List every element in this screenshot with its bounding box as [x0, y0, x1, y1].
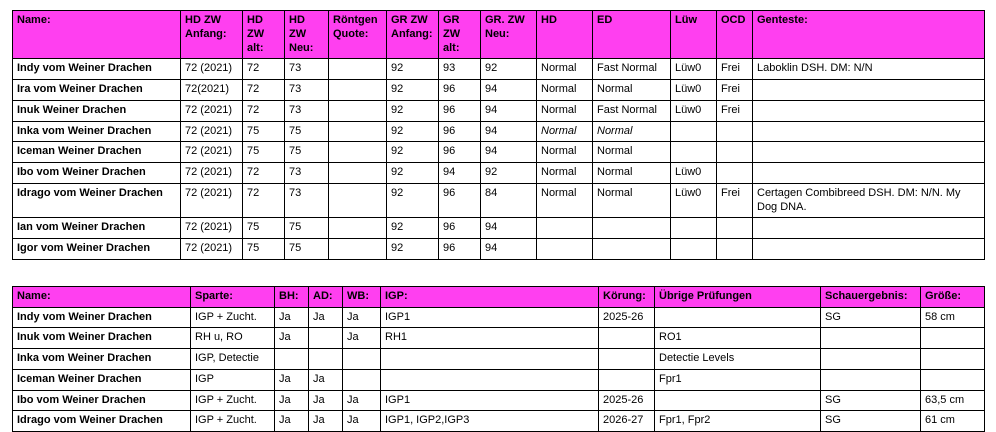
hd-col-genteste: Genteste:	[753, 11, 985, 59]
hdzw-neu: 73	[285, 59, 329, 80]
hd-value: Normal	[537, 121, 593, 142]
ed-value: Normal	[593, 183, 671, 218]
hdzw-anfang: 72(2021)	[181, 80, 243, 101]
grzw-neu: 92	[481, 163, 537, 184]
ocd-value: Frei	[717, 100, 753, 121]
hd-zw-table	[12, 10, 985, 260]
grzw-neu: 94	[481, 142, 537, 163]
genteste-value	[753, 121, 985, 142]
uebrige-pruefungen-value: Detectie Levels	[655, 349, 821, 370]
hd-col-luew: Lüw	[671, 11, 717, 59]
groesse-value	[921, 349, 985, 370]
grzw-anfang: 92	[387, 100, 439, 121]
table-row	[13, 218, 985, 239]
ed-value: Normal	[593, 80, 671, 101]
grzw-neu: 94	[481, 100, 537, 121]
igp-value: IGP1	[381, 390, 599, 411]
bh-value: Ja	[275, 390, 309, 411]
grzw-neu: 92	[481, 59, 537, 80]
sparte-value: IGP + Zucht.	[191, 390, 275, 411]
hd-value: Normal	[537, 100, 593, 121]
hdzw-neu: 75	[285, 239, 329, 260]
wb-value: Ja	[343, 307, 381, 328]
sparte-value: RH u, RO	[191, 328, 275, 349]
koerung-value	[599, 369, 655, 390]
ed-value: Fast Normal	[593, 59, 671, 80]
grzw-alt: 96	[439, 239, 481, 260]
bh-value: Ja	[275, 328, 309, 349]
hdzw-alt: 72	[243, 163, 285, 184]
hd-col-hdzw-alt: HD ZW alt:	[243, 11, 285, 59]
luew-value: Lüw0	[671, 100, 717, 121]
grzw-neu: 94	[481, 239, 537, 260]
roentgen-quote	[329, 59, 387, 80]
hd-value: Normal	[537, 163, 593, 184]
grzw-alt: 96	[439, 121, 481, 142]
roentgen-quote	[329, 218, 387, 239]
uebrige-pruefungen-value	[655, 307, 821, 328]
grzw-alt: 96	[439, 183, 481, 218]
table-row	[13, 239, 985, 260]
grzw-anfang: 92	[387, 59, 439, 80]
dog-name: Ira vom Weiner Drachen	[13, 80, 181, 101]
igp-value: IGP1, IGP2,IGP3	[381, 411, 599, 432]
schauergebnis-value	[821, 349, 921, 370]
roentgen-quote	[329, 163, 387, 184]
table-row	[13, 59, 985, 80]
hd-col-hdzw-neu: HD ZW Neu:	[285, 11, 329, 59]
roentgen-quote	[329, 100, 387, 121]
grzw-alt: 94	[439, 163, 481, 184]
igp-value	[381, 369, 599, 390]
hdzw-alt: 72	[243, 100, 285, 121]
grzw-alt: 96	[439, 218, 481, 239]
dog-name: Ibo vom Weiner Drachen	[13, 163, 181, 184]
groesse-value	[921, 328, 985, 349]
genteste-value	[753, 218, 985, 239]
schauergebnis-value	[821, 328, 921, 349]
sparte-value: IGP + Zucht.	[191, 411, 275, 432]
sport-col-igp: IGP:	[381, 286, 599, 307]
ed-value	[593, 239, 671, 260]
hdzw-neu: 73	[285, 163, 329, 184]
luew-value: Lüw0	[671, 163, 717, 184]
wb-value	[343, 369, 381, 390]
ocd-value	[717, 163, 753, 184]
grzw-anfang: 92	[387, 163, 439, 184]
dog-name: Idrago vom Weiner Drachen	[13, 411, 191, 432]
genteste-value	[753, 142, 985, 163]
ad-value	[309, 349, 343, 370]
ocd-value	[717, 239, 753, 260]
sport-col-uebrige-pruefungen: Übrige Prüfungen	[655, 286, 821, 307]
hd-col-hdzw-anfang: HD ZW Anfang:	[181, 11, 243, 59]
ad-value: Ja	[309, 369, 343, 390]
ocd-value	[717, 121, 753, 142]
grzw-neu: 84	[481, 183, 537, 218]
table-row	[13, 121, 985, 142]
ad-value: Ja	[309, 390, 343, 411]
hd-table-header-row	[13, 11, 985, 59]
luew-value: Lüw0	[671, 80, 717, 101]
roentgen-quote	[329, 121, 387, 142]
hd-value: Normal	[537, 59, 593, 80]
koerung-value: 2025-26	[599, 307, 655, 328]
hd-col-name: Name:	[13, 11, 181, 59]
igp-value: RH1	[381, 328, 599, 349]
sport-col-name: Name:	[13, 286, 191, 307]
dog-name: Ibo vom Weiner Drachen	[13, 390, 191, 411]
koerung-value: 2026-27	[599, 411, 655, 432]
sport-col-groesse: Größe:	[921, 286, 985, 307]
dog-name: Igor vom Weiner Drachen	[13, 239, 181, 260]
genteste-value: Laboklin DSH. DM: N/N	[753, 59, 985, 80]
table-row	[13, 80, 985, 101]
koerung-value	[599, 349, 655, 370]
hdzw-neu: 73	[285, 183, 329, 218]
hdzw-anfang: 72 (2021)	[181, 218, 243, 239]
roentgen-quote	[329, 80, 387, 101]
hd-value: Normal	[537, 183, 593, 218]
sparte-value: IGP	[191, 369, 275, 390]
hdzw-alt: 72	[243, 183, 285, 218]
hdzw-alt: 75	[243, 239, 285, 260]
wb-value: Ja	[343, 411, 381, 432]
genteste-value	[753, 80, 985, 101]
hdzw-alt: 72	[243, 59, 285, 80]
sport-table-header-row	[13, 286, 985, 307]
koerung-value: 2025-26	[599, 390, 655, 411]
hdzw-anfang: 72 (2021)	[181, 239, 243, 260]
hd-col-ed: ED	[593, 11, 671, 59]
ed-value: Normal	[593, 121, 671, 142]
hd-value	[537, 239, 593, 260]
groesse-value	[921, 369, 985, 390]
hd-value: Normal	[537, 142, 593, 163]
table-row	[13, 183, 985, 218]
dog-name: Inuk vom Weiner Drachen	[13, 328, 191, 349]
hdzw-alt: 75	[243, 121, 285, 142]
grzw-alt: 93	[439, 59, 481, 80]
hdzw-neu: 73	[285, 100, 329, 121]
roentgen-quote	[329, 142, 387, 163]
grzw-alt: 96	[439, 100, 481, 121]
uebrige-pruefungen-value	[655, 390, 821, 411]
grzw-anfang: 92	[387, 121, 439, 142]
dog-name: Indy vom Weiner Drachen	[13, 59, 181, 80]
genteste-value	[753, 163, 985, 184]
ad-value: Ja	[309, 307, 343, 328]
hdzw-alt: 72	[243, 80, 285, 101]
table-row	[13, 307, 985, 328]
dog-name: Iceman Weiner Drachen	[13, 369, 191, 390]
luew-value	[671, 218, 717, 239]
uebrige-pruefungen-value: Fpr1, Fpr2	[655, 411, 821, 432]
sport-col-sparte: Sparte:	[191, 286, 275, 307]
table-row	[13, 100, 985, 121]
roentgen-quote	[329, 239, 387, 260]
sport-col-schauergebnis: Schauergebnis:	[821, 286, 921, 307]
schauergebnis-value: SG	[821, 411, 921, 432]
sport-col-koerung: Körung:	[599, 286, 655, 307]
hdzw-anfang: 72 (2021)	[181, 59, 243, 80]
hdzw-anfang: 72 (2021)	[181, 100, 243, 121]
grzw-neu: 94	[481, 80, 537, 101]
igp-value	[381, 349, 599, 370]
uebrige-pruefungen-value: RO1	[655, 328, 821, 349]
groesse-value: 63,5 cm	[921, 390, 985, 411]
luew-value: Lüw0	[671, 183, 717, 218]
dog-name: Idrago vom Weiner Drachen	[13, 183, 181, 218]
grzw-neu: 94	[481, 121, 537, 142]
grzw-anfang: 92	[387, 142, 439, 163]
sparte-value: IGP, Detectie	[191, 349, 275, 370]
grzw-anfang: 92	[387, 80, 439, 101]
genteste-value: Certagen Combibreed DSH. DM: N/N. My Dog DNA.	[753, 183, 985, 218]
luew-value	[671, 121, 717, 142]
schauergebnis-value	[821, 369, 921, 390]
hdzw-neu: 73	[285, 80, 329, 101]
table-row	[13, 163, 985, 184]
sport-col-bh: BH:	[275, 286, 309, 307]
hdzw-anfang: 72 (2021)	[181, 163, 243, 184]
hdzw-alt: 75	[243, 142, 285, 163]
groesse-value: 61 cm	[921, 411, 985, 432]
luew-value	[671, 239, 717, 260]
dog-name: Inka vom Weiner Drachen	[13, 349, 191, 370]
sparte-value: IGP + Zucht.	[191, 307, 275, 328]
luew-value: Lüw0	[671, 59, 717, 80]
dog-name: Inuk Weiner Drachen	[13, 100, 181, 121]
hdzw-alt: 75	[243, 218, 285, 239]
hdzw-anfang: 72 (2021)	[181, 142, 243, 163]
table-row	[13, 142, 985, 163]
hd-col-ocd: OCD	[717, 11, 753, 59]
bh-value: Ja	[275, 411, 309, 432]
sport-col-wb: WB:	[343, 286, 381, 307]
hd-col-grzw-alt: GR ZW alt:	[439, 11, 481, 59]
grzw-anfang: 92	[387, 218, 439, 239]
ocd-value: Frei	[717, 183, 753, 218]
ocd-value: Frei	[717, 59, 753, 80]
bh-value: Ja	[275, 369, 309, 390]
ad-value	[309, 328, 343, 349]
groesse-value: 58 cm	[921, 307, 985, 328]
genteste-value	[753, 239, 985, 260]
schauergebnis-value: SG	[821, 390, 921, 411]
dog-name: Inka vom Weiner Drachen	[13, 121, 181, 142]
uebrige-pruefungen-value: Fpr1	[655, 369, 821, 390]
luew-value	[671, 142, 717, 163]
hdzw-neu: 75	[285, 142, 329, 163]
ad-value: Ja	[309, 411, 343, 432]
ed-value	[593, 218, 671, 239]
sport-table	[12, 286, 985, 432]
bh-value: Ja	[275, 307, 309, 328]
sport-col-ad: AD:	[309, 286, 343, 307]
schauergebnis-value: SG	[821, 307, 921, 328]
wb-value: Ja	[343, 328, 381, 349]
table-row	[13, 369, 985, 390]
hdzw-neu: 75	[285, 121, 329, 142]
bh-value	[275, 349, 309, 370]
genteste-value	[753, 100, 985, 121]
dog-name: Indy vom Weiner Drachen	[13, 307, 191, 328]
dog-name: Iceman Weiner Drachen	[13, 142, 181, 163]
hd-col-grzw-anfang: GR ZW Anfang:	[387, 11, 439, 59]
wb-value	[343, 349, 381, 370]
grzw-alt: 96	[439, 142, 481, 163]
roentgen-quote	[329, 183, 387, 218]
hd-col-hd: HD	[537, 11, 593, 59]
table-row	[13, 349, 985, 370]
grzw-neu: 94	[481, 218, 537, 239]
koerung-value	[599, 328, 655, 349]
ed-value: Fast Normal	[593, 100, 671, 121]
ed-value: Normal	[593, 142, 671, 163]
hd-col-roentgen-quote: Röntgen Quote:	[329, 11, 387, 59]
hd-col-grzw-neu: GR. ZW Neu:	[481, 11, 537, 59]
hd-value	[537, 218, 593, 239]
ocd-value: Frei	[717, 80, 753, 101]
grzw-alt: 96	[439, 80, 481, 101]
table-row	[13, 328, 985, 349]
hdzw-anfang: 72 (2021)	[181, 183, 243, 218]
wb-value: Ja	[343, 390, 381, 411]
hdzw-anfang: 72 (2021)	[181, 121, 243, 142]
table-row	[13, 411, 985, 432]
hdzw-neu: 75	[285, 218, 329, 239]
ocd-value	[717, 142, 753, 163]
grzw-anfang: 92	[387, 239, 439, 260]
ocd-value	[717, 218, 753, 239]
ed-value: Normal	[593, 163, 671, 184]
dog-name: Ian vom Weiner Drachen	[13, 218, 181, 239]
igp-value: IGP1	[381, 307, 599, 328]
grzw-anfang: 92	[387, 183, 439, 218]
table-row	[13, 390, 985, 411]
hd-value: Normal	[537, 80, 593, 101]
